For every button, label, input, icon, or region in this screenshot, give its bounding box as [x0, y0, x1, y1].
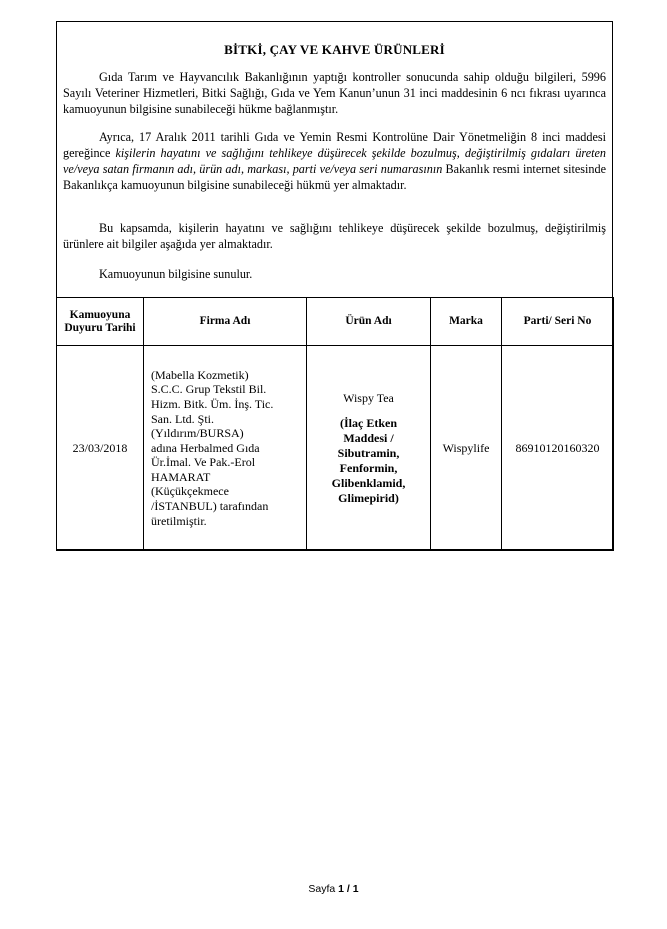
page-number: 1 / 1 — [338, 883, 359, 895]
ingredient-line: Fenformin, — [339, 460, 398, 475]
cell-product — [307, 346, 431, 551]
ingredient-line: Sibutramin, — [337, 445, 400, 460]
firm-line: Ür.İmal. Ve Pak.-Erol — [151, 455, 256, 470]
paragraph-regulation — [63, 129, 606, 193]
cell-date: 23/03/2018 — [57, 346, 144, 551]
cell-brand: Wispylife — [431, 346, 502, 551]
records-table — [56, 297, 614, 551]
firm-line: üretilmiştir. — [151, 513, 207, 528]
firm-line: S.C.C. Grup Tekstil Bil. — [151, 382, 267, 397]
header-batch: Parti/ Seri No — [502, 298, 614, 346]
page-footer — [0, 883, 667, 895]
ingredient-line: Glibenklamid, — [331, 475, 406, 490]
firm-line: /İSTANBUL) tarafından — [151, 499, 269, 514]
firm-line: (Küçükçekmece — [151, 484, 229, 499]
document-title: BİTKİ, ÇAY VE KAHVE ÜRÜNLERİ — [224, 42, 445, 57]
product-active-ingredients — [307, 416, 430, 506]
product-name: Wispy Tea — [343, 390, 394, 405]
ingredient-line: Maddesi / — [343, 430, 394, 445]
paragraph-intro: Gıda Tarım ve Hayvancılık Bakanlığının yaptığı kontroller sonucunda sahip olduğu bilgileri, 5996 Sayılı Veteriner Hizmetleri, Bitki Sağlığı, Gıda ve Yem Kanun’unun 31 inci maddesinin 6 ncı fıkrası uyarınca kamuoyunun bilgisine sunabileceği hükme bağlanmıştır. — [63, 70, 606, 116]
ingredient-line: (İlaç Etken — [340, 415, 397, 430]
table-row — [57, 346, 614, 551]
header-date: Kamuoyuna Duyuru Tarihi — [57, 298, 144, 346]
table-header-row — [57, 298, 614, 346]
header-firm: Firma Adı — [144, 298, 307, 346]
paragraph-regulation-part2: Bakanlık resmi internet sitesinde Bakanlıkça kamuoyunun bilgisine sunabileceği hükmü yer almaktadır. — [63, 162, 606, 192]
firm-line: (Mabella Kozmetik) — [151, 367, 249, 382]
firm-line: (Yıldırım/BURSA) — [151, 426, 244, 441]
ingredient-line: Glimepirid) — [338, 490, 399, 505]
footer-prefix: Sayfa — [308, 883, 336, 895]
firm-line: San. Ltd. Şti. — [151, 411, 215, 426]
cell-firm — [144, 346, 307, 551]
firm-line: HAMARAT — [151, 469, 211, 484]
firm-line: adına Herbalmed Gıda — [151, 440, 260, 455]
header-product: Ürün Adı — [307, 298, 431, 346]
paragraph-scope: Bu kapsamda, kişilerin hayatını ve sağlığını tehlikeye düşürecek şekilde bozulmuş, değiştirilmiş ürünlere ait bilgiler aşağıda yer almaktadır. — [63, 221, 606, 251]
paragraph-regulation-italic: kişilerin hayatını ve sağlığını tehlikeye düşürecek şekilde bozulmuş, değiştirilmiş gıdaları üreten ve/veya satan firmanın adı, ürün adı, markası, parti ve/veya seri numarasının — [63, 146, 607, 176]
header-brand: Marka — [431, 298, 502, 346]
firm-line: Hizm. Bitk. Üm. İnş. Tic. — [151, 396, 274, 411]
paragraph-regulation-part1: Ayrıca, 17 Aralık 2011 tarihli Gıda ve Yemin Resmi Kontrolüne Dair Yönetmeliğin 8 inci maddesi gereğince — [63, 130, 606, 160]
document-frame — [56, 21, 613, 550]
paragraph-closing: Kamuoyunun bilgisine sunulur. — [99, 267, 253, 281]
cell-batch: 86910120160320 — [502, 346, 614, 551]
